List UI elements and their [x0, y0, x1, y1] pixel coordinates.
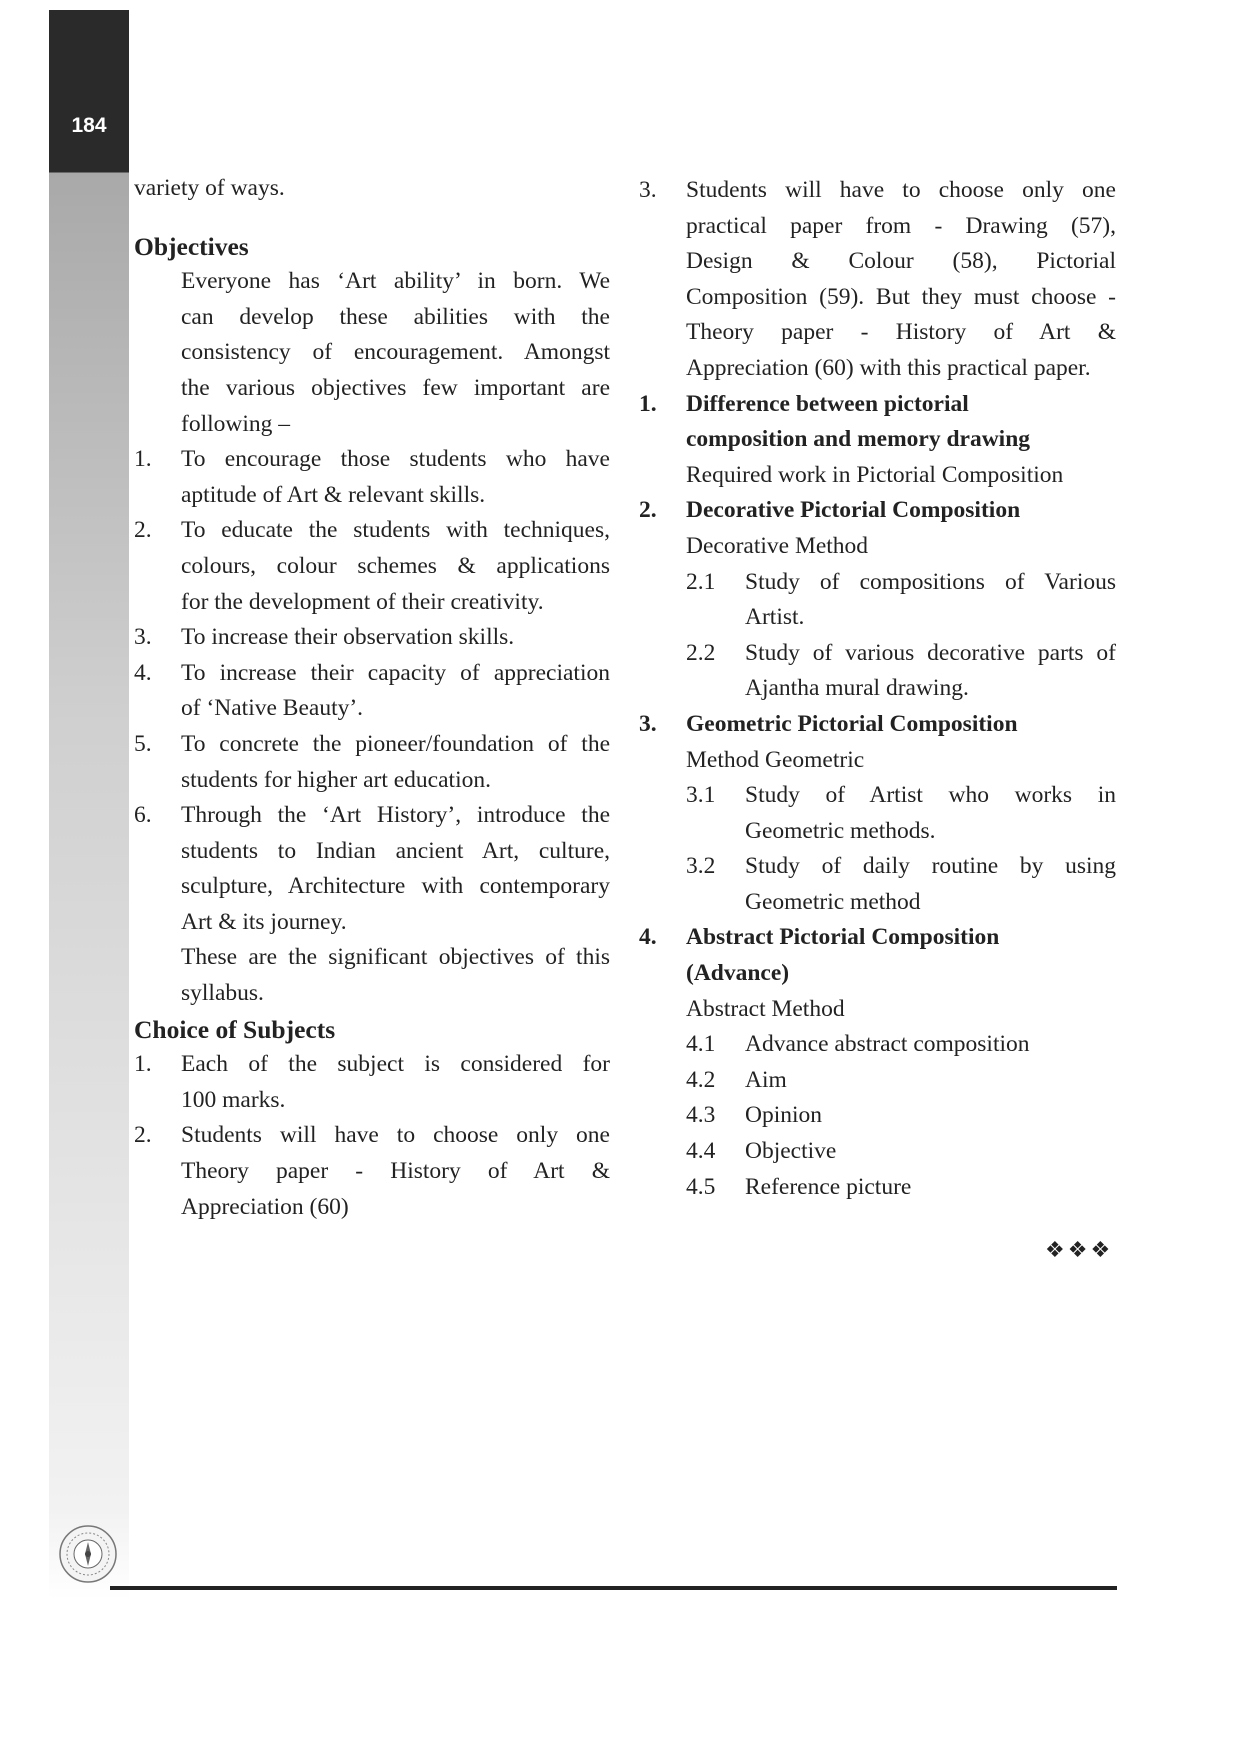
sub-line: Study of daily routine by using: [745, 853, 1116, 880]
paragraph-line: These are the significant objectives of this: [181, 944, 610, 971]
item-line: aptitude of Art & relevant skills.: [181, 481, 486, 508]
page-number: 184: [71, 114, 107, 137]
item-line: Art & its journey.: [181, 908, 347, 935]
item-number: 3.: [134, 624, 152, 651]
item-number: 2.: [134, 517, 152, 544]
sub-item: [639, 1098, 1116, 1134]
section-text: Abstract Method: [686, 995, 845, 1022]
choice-item: [134, 1118, 610, 1225]
item-line: colours, colour schemes & applications: [181, 552, 610, 579]
sub-item: [639, 1063, 1116, 1099]
sub-item: [639, 636, 1116, 707]
item-line: 100 marks.: [181, 1086, 286, 1113]
item-line: Design & Colour (58), Pictorial: [686, 248, 1116, 275]
item-line: for the development of their creativity.: [181, 588, 544, 615]
item-line: To encourage those students who have: [181, 446, 610, 473]
right-column: [639, 173, 1116, 1205]
sub-line: Ajantha mural drawing.: [745, 675, 969, 702]
item-line: Composition (59). But they must choose -: [686, 283, 1116, 310]
paragraph-line: the various objectives few important are: [181, 374, 610, 401]
sub-line: Aim: [745, 1066, 787, 1093]
sub-line: Study of compositions of Various: [745, 568, 1116, 595]
section-title: Geometric Pictorial Composition: [686, 710, 1018, 737]
objectives-paragraph: [134, 264, 610, 442]
paragraph-line: Everyone has ‘Art ability’ in born. We: [181, 268, 610, 295]
paragraph-line: can develop these abilities with the: [181, 303, 610, 330]
intro-text: variety of ways.: [134, 175, 285, 201]
sub-number: 4.1: [686, 1031, 716, 1058]
sub-line: Objective: [745, 1138, 837, 1165]
sub-line: Geometric methods.: [745, 817, 936, 844]
item-number: 1.: [134, 1051, 152, 1078]
item-line: Through the ‘Art History’, introduce the: [181, 802, 610, 829]
sub-line: Study of various decorative parts of: [745, 639, 1116, 666]
sub-number: 2.1: [686, 568, 716, 595]
section-number: 1.: [639, 390, 657, 417]
sub-line: Artist.: [745, 604, 805, 631]
section-text: Decorative Method: [686, 532, 869, 559]
item-line: To concrete the pioneer/foundation of the: [181, 730, 610, 757]
objective-item: [134, 442, 610, 513]
item-line: Theory paper - History of Art &: [181, 1158, 610, 1185]
item-line: students for higher art education.: [181, 766, 491, 793]
item-number: 6.: [134, 802, 152, 829]
sub-item: [639, 565, 1116, 636]
item-line: students to Indian ancient Art, culture,: [181, 837, 610, 864]
objective-item: [134, 620, 610, 656]
section-text: Required work in Pictorial Composition: [686, 461, 1064, 488]
item-line: sculpture, Architecture with contemporary: [181, 873, 610, 900]
end-ornament: ❖❖❖: [1045, 1238, 1114, 1263]
sub-line: Geometric method: [745, 888, 921, 915]
item-line: practical paper from - Drawing (57),: [686, 212, 1116, 239]
section-heading: [639, 493, 1116, 529]
sub-number: 4.5: [686, 1173, 716, 1200]
item-number: 3.: [639, 177, 657, 203]
item-line: To educate the students with techniques,: [181, 517, 610, 544]
section-title: (Advance): [686, 960, 790, 987]
section-heading: [639, 707, 1116, 743]
choice-heading: Choice of Subjects: [134, 1014, 336, 1044]
item-number: 2.: [134, 1122, 152, 1149]
item-number: 4.: [134, 659, 152, 686]
section-text: Method Geometric: [686, 746, 865, 773]
side-margin-bar: [49, 10, 129, 1600]
item-line: Each of the subject is considered for: [181, 1051, 610, 1078]
objective-item: [134, 513, 610, 620]
sub-line: Opinion: [745, 1102, 823, 1129]
item-line: Appreciation (60): [181, 1193, 349, 1220]
sub-item: [639, 1027, 1116, 1063]
sub-item: [639, 849, 1116, 920]
sub-item: [639, 1170, 1116, 1206]
objectives-heading: Objectives: [134, 231, 249, 261]
item-line: Theory paper - History of Art &: [686, 319, 1116, 346]
item-line: Students will have to choose only one: [181, 1122, 610, 1149]
sub-line: Reference picture: [745, 1173, 912, 1200]
item-line: To increase their observation skills.: [181, 624, 515, 651]
sub-number: 4.2: [686, 1066, 716, 1093]
section-heading: [639, 387, 1116, 458]
objective-item: [134, 656, 610, 727]
section-title: Abstract Pictorial Composition: [686, 924, 1000, 951]
paragraph-line: syllabus.: [181, 980, 264, 1007]
bottom-rule: [110, 1586, 1117, 1590]
item-line: of ‘Native Beauty’.: [181, 695, 364, 722]
item-number: 5.: [134, 730, 152, 757]
item-line: Students will have to choose only one: [686, 177, 1116, 203]
sub-line: Study of Artist who works in: [745, 782, 1116, 809]
objective-item: [134, 727, 610, 798]
sub-number: 3.2: [686, 853, 716, 880]
left-column: [134, 171, 610, 1225]
sub-number: 2.2: [686, 639, 716, 666]
section-title: Difference between pictorial: [686, 390, 969, 417]
section-heading: [639, 920, 1116, 991]
paragraph-line: consistency of encouragement. Amongst: [181, 339, 610, 366]
sub-number: 4.3: [686, 1102, 716, 1129]
sub-item: [639, 778, 1116, 849]
paragraph-line: following –: [181, 410, 291, 437]
choice-item: [639, 173, 1116, 387]
item-line: Appreciation (60) with this practical paper.: [686, 354, 1091, 381]
sub-number: 4.4: [686, 1138, 716, 1165]
item-line: To increase their capacity of appreciation: [181, 659, 610, 686]
sub-line: Advance abstract composition: [745, 1031, 1030, 1058]
section-number: 4.: [639, 924, 657, 951]
seal-emblem-icon: [58, 1524, 118, 1584]
section-title: composition and memory drawing: [686, 426, 1031, 453]
sub-number: 3.1: [686, 782, 716, 809]
item-number: 1.: [134, 446, 152, 473]
closing-paragraph: [134, 940, 610, 1011]
choice-item: [134, 1047, 610, 1118]
section-number: 2.: [639, 497, 657, 524]
section-number: 3.: [639, 710, 657, 737]
objective-item: [134, 798, 610, 940]
sub-item: [639, 1134, 1116, 1170]
section-title: Decorative Pictorial Composition: [686, 497, 1021, 524]
